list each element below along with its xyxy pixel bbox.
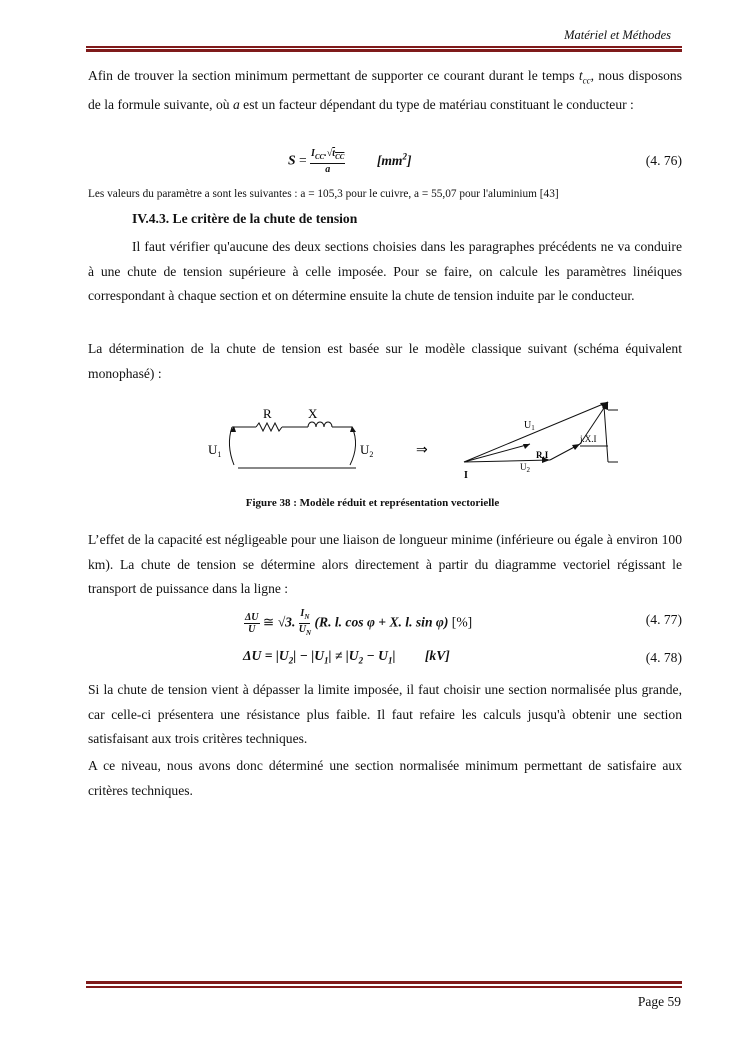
equation-4-77: $\frac{\Delta U}{U}$ ≅ √3. $\frac{I_N}{U_N}$ (R. l. cos φ + X. l. sin φ) [%]: [245, 608, 473, 637]
implies-arrow: ⇒: [416, 443, 428, 458]
equation-4-76-number: (4. 76): [645, 153, 682, 168]
paragraph-conclusion: A ce niveau, nous avons donc déterminé une section normalisée minimum permettant de satisfaire aux critères techniques.: [88, 758, 682, 798]
paragraph-verification: Il faut vérifier qu'aucune des deux sections choisies dans les paragraphes précédents ne va conduire à une chute de tension supérieure à celle imposée. Pour se faire, on calcule les paramètres linéiques correspondant à chaque section et on détermine ensuite la chute de tension induite par le conducteur.: [88, 239, 682, 303]
vector-label-I: I: [464, 470, 468, 481]
paragraph-capacity: L’effet de la capacité est négligeable pour une liaison de longueur minime (inférieure ou égale à environ 100 km). La chute de tension se détermine alors directement à partir du diagramme vectoriel régissant le transport de puissance dans la ligne :: [88, 532, 682, 596]
label-X: X: [308, 406, 318, 421]
figure-38: [200, 392, 620, 484]
parameter-note: Les valeurs du paramètre a sont les suivantes : a = 105,3 pour le cuivre, a = 55,07 pour l'aluminium [43]: [88, 188, 559, 200]
vector-I: [464, 444, 530, 462]
vector-U2: [464, 460, 550, 462]
equation-4-78: $\Delta U = |U_2| - |U_1| \ne |U_2 - U_1|$ [kV]: [243, 648, 450, 666]
equation-4-78-number: (4. 78): [645, 650, 682, 665]
figure-caption: Figure 38 : Modèle réduit et représentation vectorielle: [245, 497, 500, 509]
inductor-symbol: [308, 422, 332, 427]
paragraph-model: La détermination de la chute de tension est basée sur le modèle classique suivant (schéma équivalent monophasé) :: [88, 341, 682, 381]
vector-label-RI: R.I: [536, 450, 549, 460]
vector-label-jXI: j.X.I: [580, 434, 597, 444]
vector-label-U2: $U_2$: [520, 462, 530, 474]
page-number: Page 59: [637, 994, 681, 1009]
equation-4-76: S = $\frac{I_{CC}.√t_{CC}}{a}$ $[mm^2]$: [288, 148, 412, 175]
label-R: R: [263, 406, 272, 421]
section-heading: IV.4.3. Le critère de la chute de tension: [132, 211, 358, 226]
label-U2: $U_2$: [360, 442, 374, 459]
header-title: Matériel et Méthodes: [564, 28, 671, 42]
eq76-fraction: $\frac{I_{CC}.√t_{CC}}{a}$: [311, 148, 345, 175]
footer-rule-thin: [86, 986, 682, 988]
footer-rule-thick: [86, 981, 682, 984]
circuit-diagram: [229, 422, 356, 468]
header-rule-thick: [86, 49, 682, 52]
label-U1: $U_1$: [208, 442, 222, 459]
equation-4-77-number: (4. 77): [645, 612, 682, 627]
vector-label-U1: $U_1$: [524, 420, 535, 432]
paragraph-exceed: Si la chute de tension vient à dépasser la limite imposée, il faut choisir une section normalisée plus grande, car celle-ci présentera une résistance plus faible. Il faut refaire les calculs jusqu'à obtenir une section satisfaisant aux trois critères techniques.: [88, 682, 682, 746]
resistor-symbol: [256, 423, 282, 431]
header-rule-thin: [86, 46, 682, 48]
paragraph-intro: Afin de trouver la section minimum permettant de supporter ce courant durant le temps $t_{cc}$, nous disposons de la formule suivante, où a est un facteur dépendant du type de matériau constituant le conducteur :: [88, 68, 682, 113]
